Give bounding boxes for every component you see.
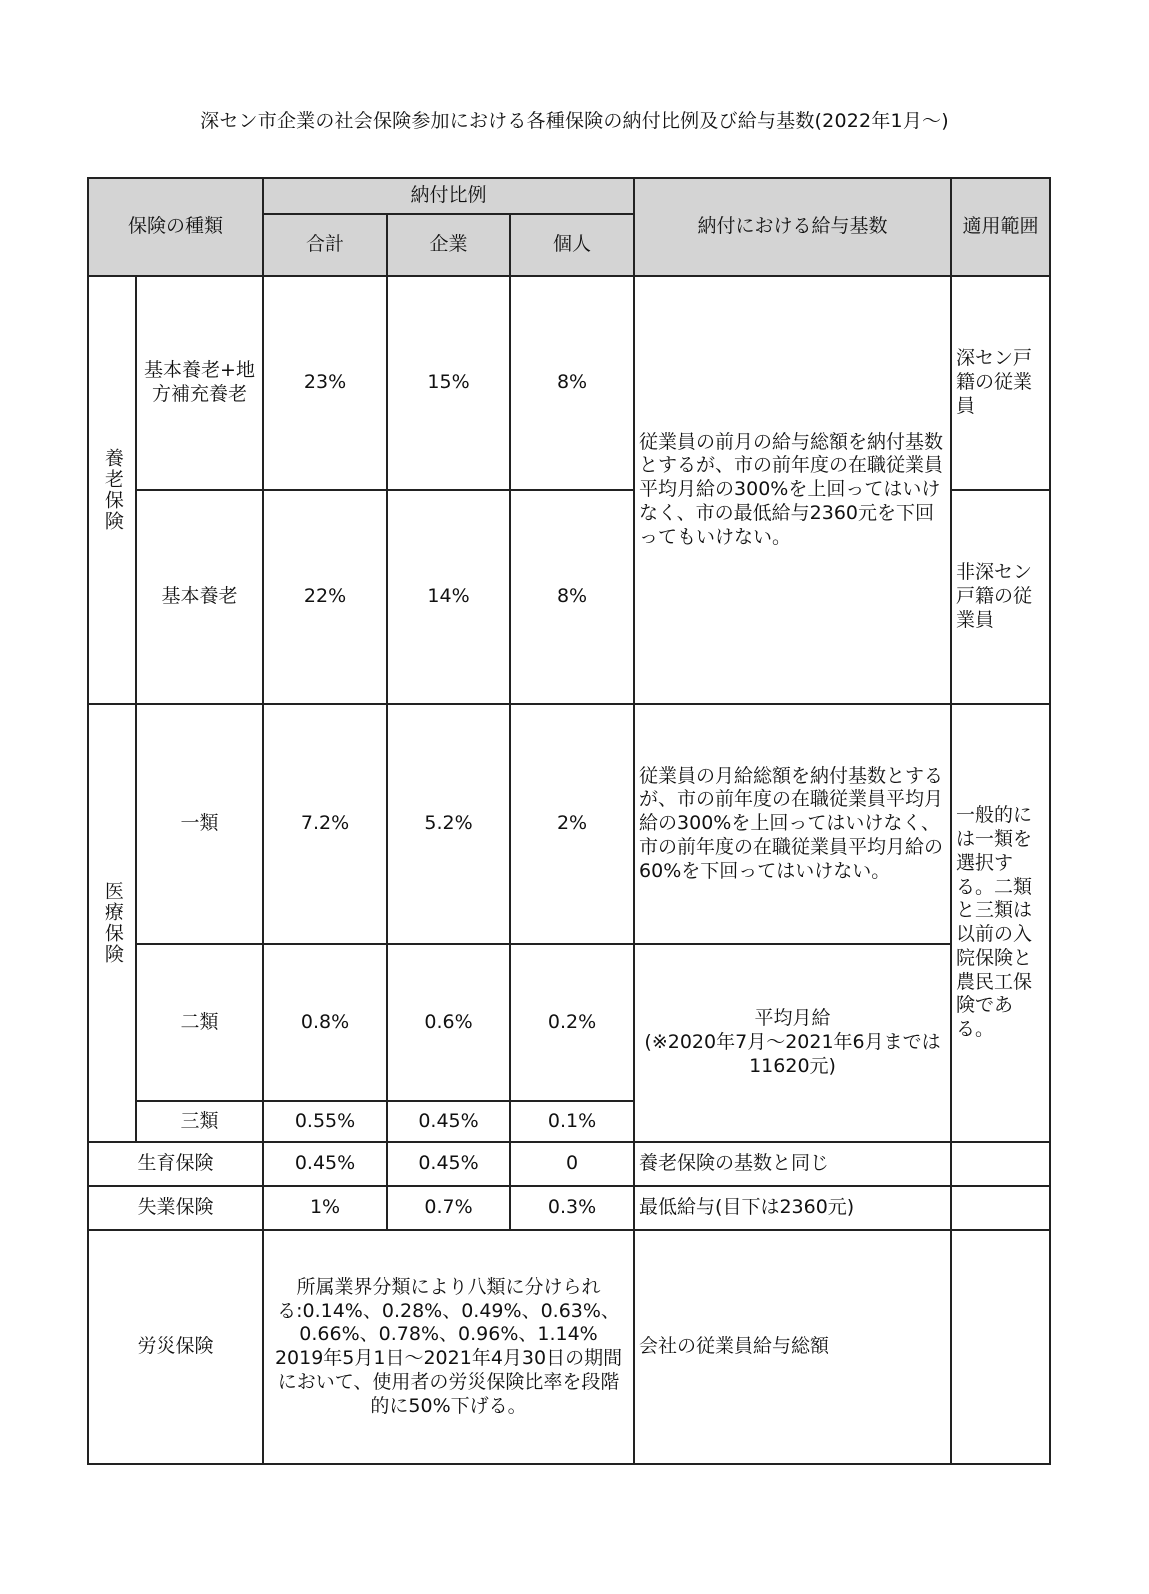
- medical-group-text: 医療保険: [101, 881, 124, 965]
- cell-total: 0.8%: [263, 944, 387, 1101]
- cell-company: 0.6%: [387, 944, 510, 1101]
- table-row: [88, 1230, 1050, 1464]
- cell-total: 1%: [263, 1186, 387, 1230]
- header-payment-ratio: 納付比例: [263, 178, 634, 214]
- cell-individual: 0: [510, 1142, 634, 1186]
- cell-individual: 2%: [510, 704, 634, 944]
- injury-salary-base: 会社の従業員給与総額: [634, 1230, 951, 1464]
- header-company: 企業: [387, 214, 510, 276]
- row-name: 基本養老: [136, 490, 263, 704]
- maternity-salary-base: 養老保険の基数と同じ: [634, 1142, 951, 1186]
- medical-group-label: [88, 704, 136, 1142]
- table-row: [88, 944, 1050, 1101]
- cell-individual: 0.3%: [510, 1186, 634, 1230]
- row-name: 労災保険: [88, 1230, 263, 1464]
- header-individual: 個人: [510, 214, 634, 276]
- page-title: 深セン市企業の社会保険参加における各種保険の納付比例及び給与基数(2022年1月～): [200, 110, 949, 132]
- cell-total: 0.55%: [263, 1101, 387, 1142]
- insurance-table: [87, 177, 1051, 1465]
- cell-company: 0.7%: [387, 1186, 510, 1230]
- medical-salary-base-class1: 従業員の月給総額を納付基数とするが、市の前年度の在職従業員平均月給の300%を上回ってはいけなく、市の前年度の在職従業員平均月給の60%を下回ってはいけない。: [634, 704, 951, 944]
- cell-individual: 0.1%: [510, 1101, 634, 1142]
- row-name: 三類: [136, 1101, 263, 1142]
- injury-scope: [951, 1230, 1050, 1464]
- table-row: [88, 1186, 1050, 1230]
- table-row: [88, 276, 1050, 490]
- pension-scope-local: 深セン戸籍の従業員: [951, 276, 1050, 490]
- unemployment-scope: [951, 1186, 1050, 1230]
- pension-group-label: [88, 276, 136, 704]
- pension-scope-nonlocal: 非深セン戸籍の従業員: [951, 490, 1050, 704]
- table-row: [88, 704, 1050, 944]
- cell-individual: 8%: [510, 490, 634, 704]
- header-scope: 適用範囲: [951, 178, 1050, 276]
- cell-individual: 0.2%: [510, 944, 634, 1101]
- medical-salary-base-class23: 平均月給 (※2020年7月～2021年6月までは11620元): [634, 944, 951, 1142]
- cell-total: 7.2%: [263, 704, 387, 944]
- cell-company: 14%: [387, 490, 510, 704]
- header-total: 合計: [263, 214, 387, 276]
- cell-individual: 8%: [510, 276, 634, 490]
- pension-salary-base: 従業員の前月の給与総額を納付基数とするが、市の前年度の在職従業員平均月給の300%を上回ってはいけなく、市の最低給与2360元を下回ってもいけない。: [634, 276, 951, 704]
- header-insurance-type: 保険の種類: [88, 178, 263, 276]
- pension-group-text: 養老保険: [101, 448, 124, 532]
- row-name: 失業保険: [88, 1186, 263, 1230]
- unemployment-salary-base: 最低給与(目下は2360元): [634, 1186, 951, 1230]
- cell-company: 5.2%: [387, 704, 510, 944]
- row-name: 基本養老+地方補充養老: [136, 276, 263, 490]
- cell-company: 0.45%: [387, 1101, 510, 1142]
- cell-company: 15%: [387, 276, 510, 490]
- cell-total: 23%: [263, 276, 387, 490]
- medical-scope: 一般的には一類を選択する。二類と三類は以前の入院保険と農民工保険である。: [951, 704, 1050, 1142]
- row-name: 生育保険: [88, 1142, 263, 1186]
- table-row: [88, 1142, 1050, 1186]
- cell-total: 0.45%: [263, 1142, 387, 1186]
- row-name: 一類: [136, 704, 263, 944]
- maternity-scope: [951, 1142, 1050, 1186]
- row-name: 二類: [136, 944, 263, 1101]
- cell-company: 0.45%: [387, 1142, 510, 1186]
- cell-total: 22%: [263, 490, 387, 704]
- header-salary-base: 納付における給与基数: [634, 178, 951, 276]
- injury-ratio: 所属業界分類により八類に分けられる:0.14%、0.28%、0.49%、0.63%、0.66%、0.78%、0.96%、1.14% 2019年5月1日～2021年4月30日の期間において、使用者の労災保険比率を段階的に50%下げる。: [263, 1230, 634, 1464]
